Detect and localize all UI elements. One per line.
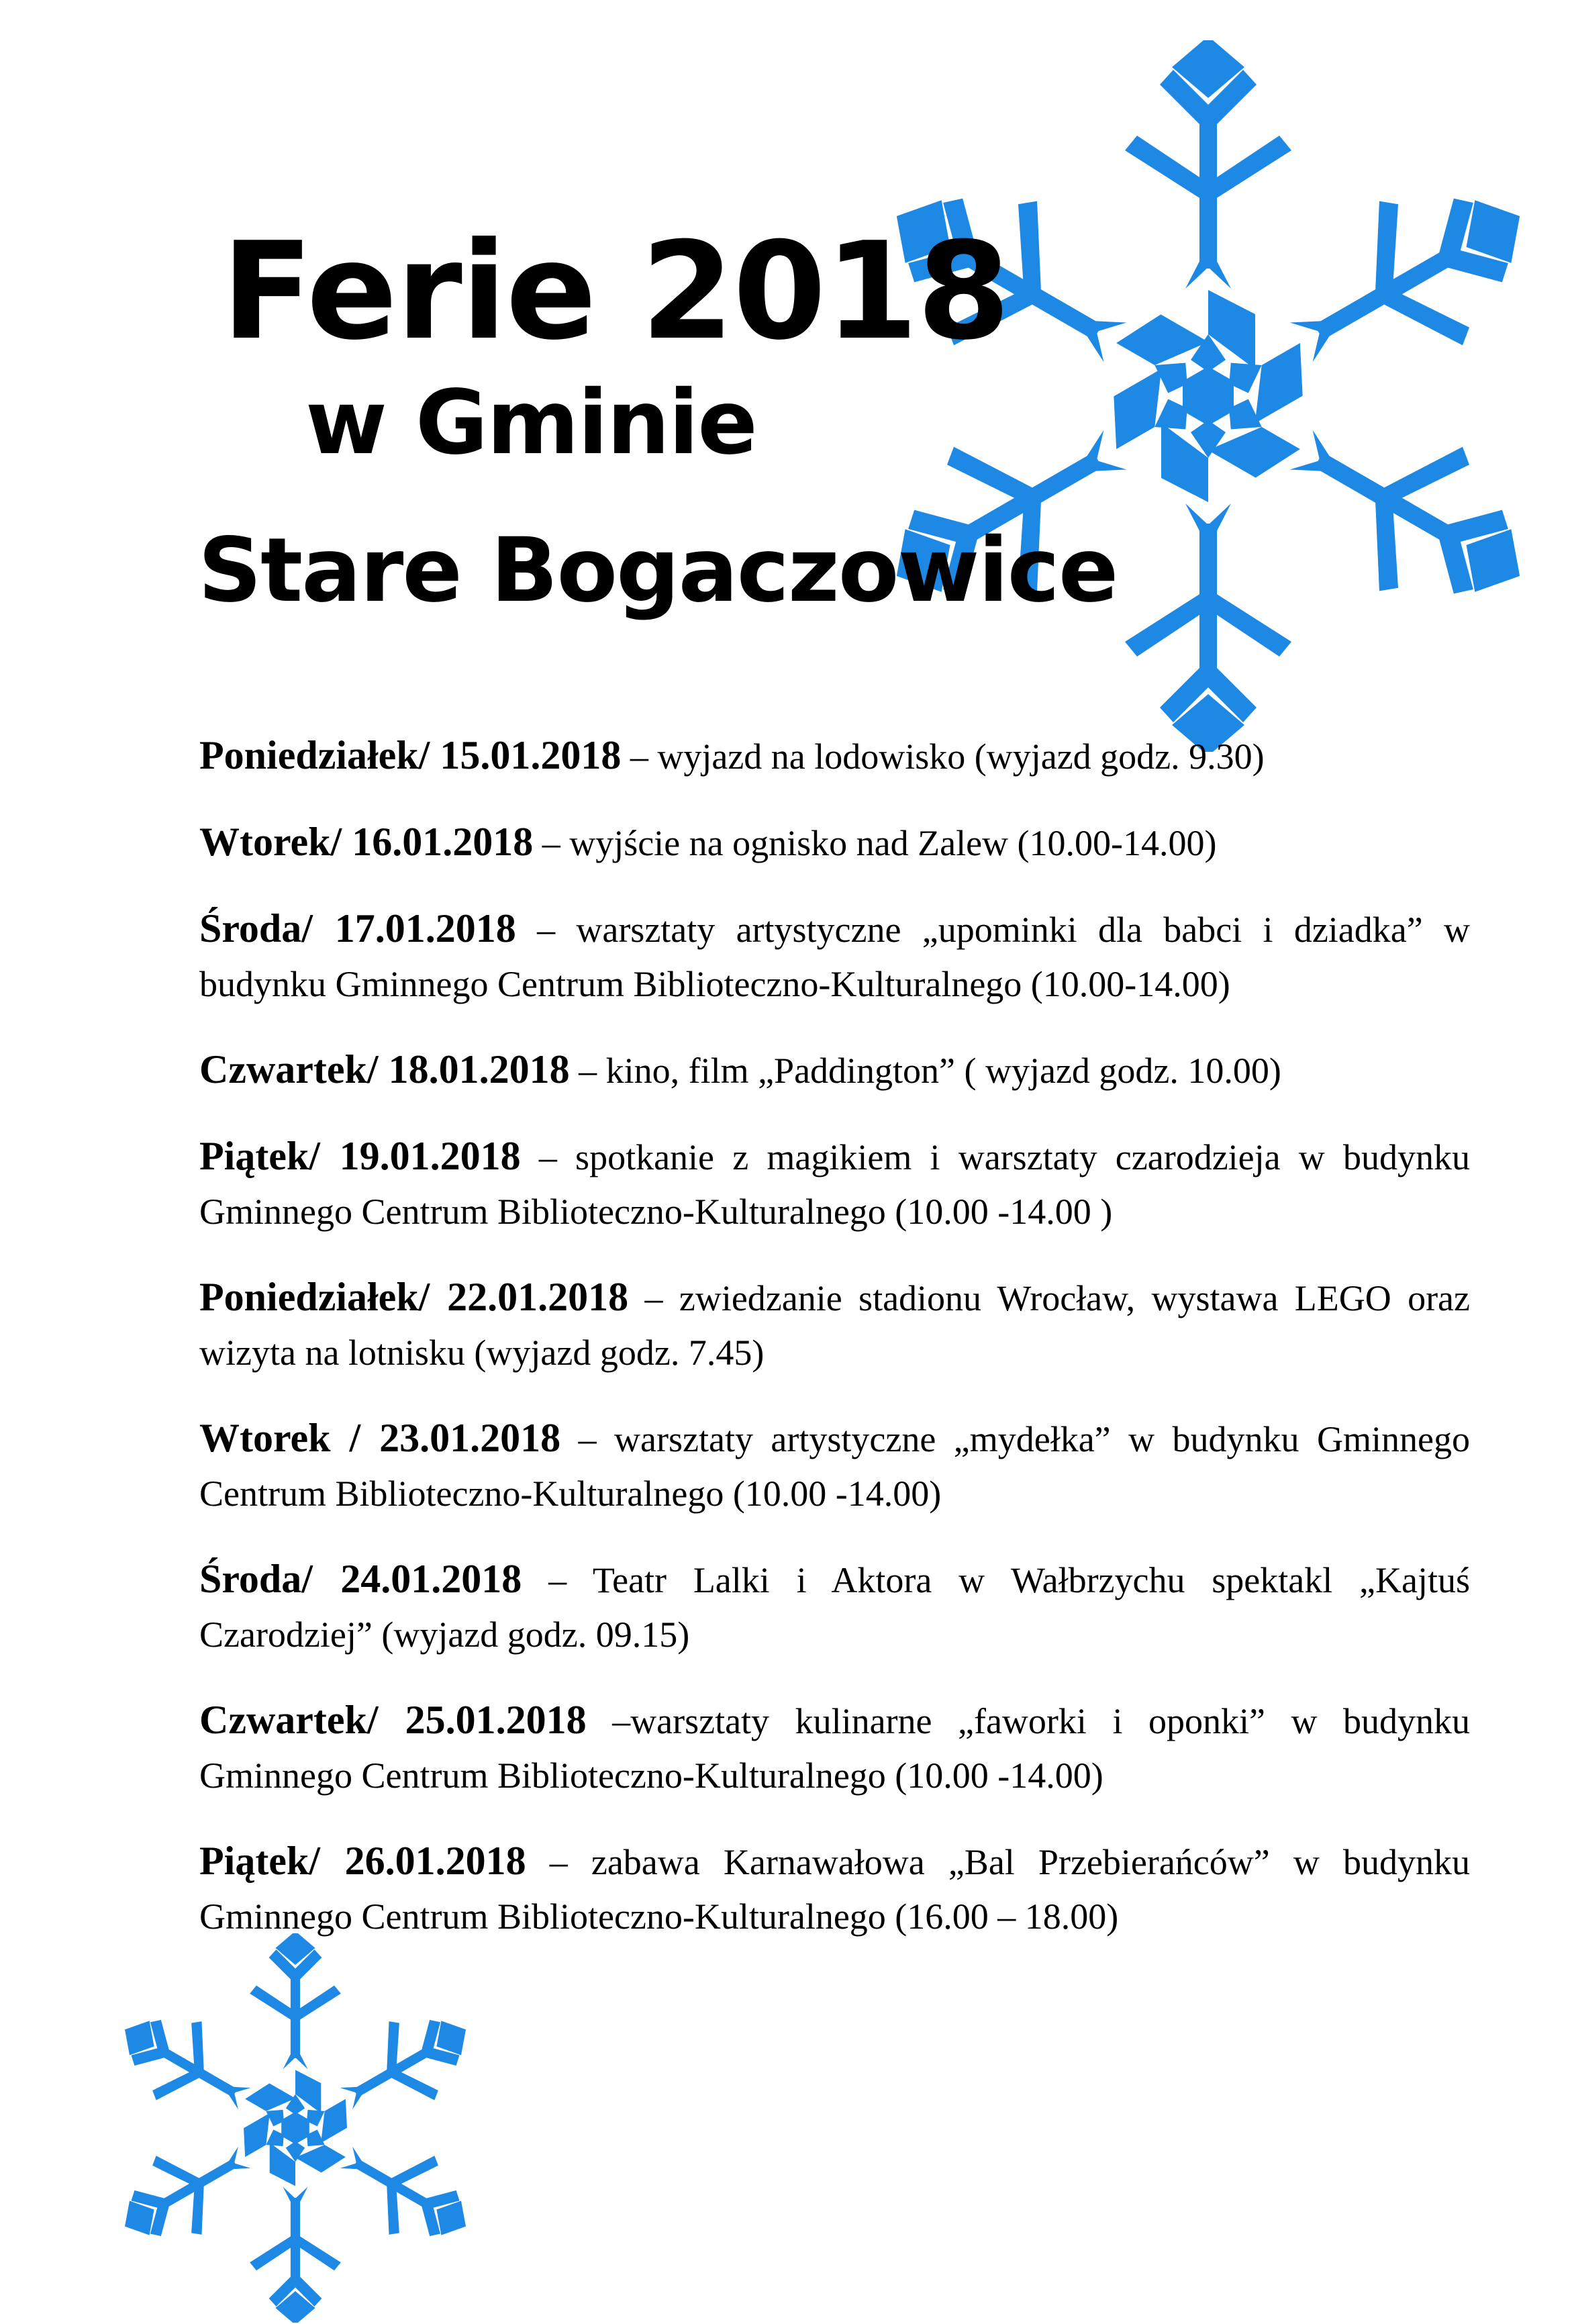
snowflake-small-icon <box>101 1933 490 2323</box>
schedule-entry <box>199 1129 1470 1239</box>
schedule-description: – spotkanie z magikiem i warsztaty czarodzieja w budynku Gminnego Centrum Biblioteczno-Kulturalnego (10.00 -14.00 ) <box>199 1137 1470 1232</box>
schedule-day: Poniedziałek/ 22.01.2018 <box>199 1275 629 1319</box>
schedule-day: Czwartek/ 18.01.2018 <box>199 1047 570 1092</box>
schedule-entry <box>199 1043 1470 1098</box>
schedule-day: Środa/ 17.01.2018 <box>199 906 516 951</box>
schedule-entry <box>199 1834 1470 1944</box>
schedule-description: – warsztaty artystyczne „upominki dla babci i dziadka” w budynku Gminnego Centrum Biblioteczno-Kulturalnego (10.00-14.00) <box>199 910 1470 1004</box>
schedule-day: Wtorek/ 16.01.2018 <box>199 820 534 864</box>
schedule-description: – zwiedzanie stadionu Wrocław, wystawa LEGO oraz wizyta na lotnisku (wyjazd godz. 7.45) <box>199 1278 1470 1373</box>
schedule-entry <box>199 1552 1470 1662</box>
schedule-description: – zabawa Karnawałowa „Bal Przebierańców” w budynku Gminnego Centrum Biblioteczno-Kulturalnego (16.00 – 18.00) <box>199 1842 1470 1937</box>
snowflake-core <box>281 2112 309 2144</box>
schedule-entry <box>199 815 1470 871</box>
schedule-description: – warsztaty artystyczne „mydełka” w budynku Gminnego Centrum Biblioteczno-Kulturalnego (10.00 -14.00) <box>199 1419 1470 1514</box>
snowflake-core <box>1183 367 1234 426</box>
schedule-list <box>199 728 1470 1975</box>
schedule-day: Wtorek / 23.01.2018 <box>199 1416 561 1460</box>
schedule-entry <box>199 1270 1470 1380</box>
schedule-description: – kino, film „Paddington” ( wyjazd godz. 10.00) <box>569 1051 1281 1091</box>
subtitle-line-2: Stare Bogaczowice <box>198 519 1118 622</box>
schedule-day: Poniedziałek/ 15.01.2018 <box>199 733 622 777</box>
page-title: Ferie 2018 <box>222 213 1010 370</box>
schedule-day: Czwartek/ 25.01.2018 <box>199 1698 587 1742</box>
schedule-day: Piątek/ 26.01.2018 <box>199 1839 526 1883</box>
snowflake-large-icon <box>852 40 1564 752</box>
schedule-description: –warsztaty kulinarne „faworki i oponki” w budynku Gminnego Centrum Biblioteczno-Kulturalnego (10.00 -14.00) <box>199 1701 1470 1796</box>
schedule-entry <box>199 1693 1470 1803</box>
schedule-day: Środa/ 24.01.2018 <box>199 1557 522 1601</box>
schedule-description: – wyjazd na lodowisko (wyjazd godz. 9.30) <box>621 736 1265 777</box>
subtitle-line-1: w Gminie <box>305 371 756 475</box>
schedule-description: – Teatr Lalki i Aktora w Wałbrzychu spektakl „Kajtuś Czarodziej” (wyjazd godz. 09.15) <box>199 1560 1470 1655</box>
schedule-entry <box>199 1411 1470 1521</box>
schedule-description: – wyjście na ognisko nad Zalew (10.00-14.00) <box>533 823 1217 863</box>
schedule-entry <box>199 728 1470 784</box>
schedule-entry <box>199 902 1470 1012</box>
schedule-day: Piątek/ 19.01.2018 <box>199 1134 521 1178</box>
